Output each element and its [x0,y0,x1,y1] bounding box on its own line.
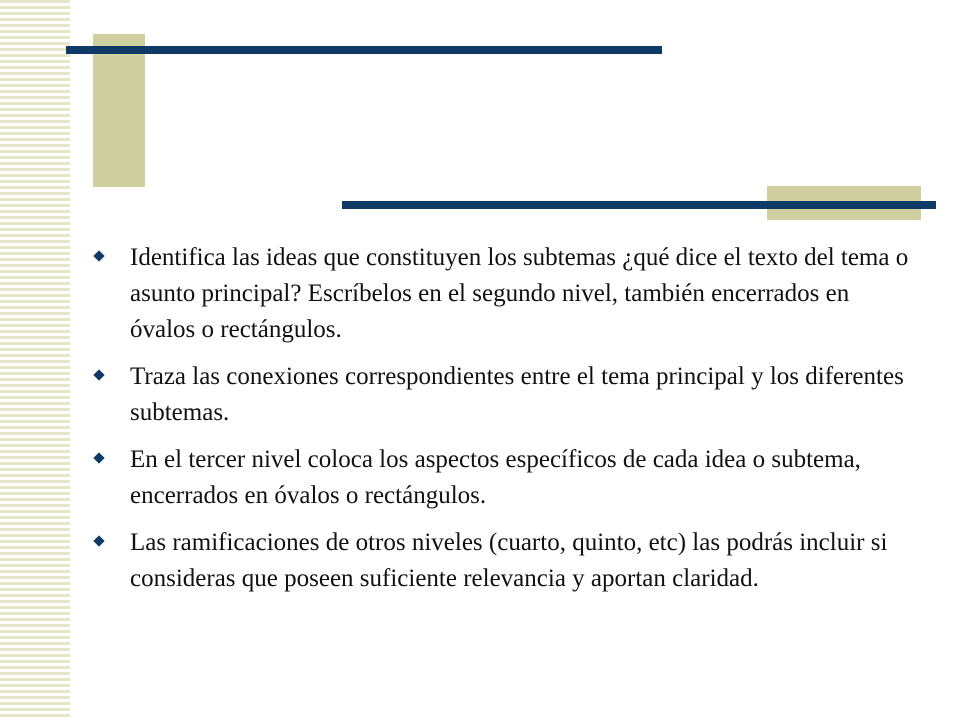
bullet-text: Las ramificaciones de otros niveles (cuarto, quinto, etc) las podrás incluir si consideras que poseen suficiente relevancia y aportan claridad. [130,529,888,592]
bullet-item [92,240,912,348]
bullet-item [92,525,912,597]
bullet-item [92,359,912,431]
navy-bottom-bar [342,201,936,209]
diamond-bullet-icon [93,250,104,261]
bullet-item [92,442,912,514]
left-stripe-decoration [0,0,70,720]
diamond-bullet-icon [93,535,104,546]
bullet-text: En el tercer nivel coloca los aspectos específicos de cada idea o subtema, encerrados en óvalos o rectángulos. [130,446,861,509]
navy-top-bar [66,46,662,54]
khaki-vertical-block [93,34,145,187]
bullet-text: Identifica las ideas que constituyen los subtemas ¿qué dice el texto del tema o asunto principal? Escríbelos en el segundo nivel, también encerrados en óvalos o rectángulos. [130,244,909,343]
bullet-text: Traza las conexiones correspondientes entre el tema principal y los diferentes subtemas. [130,363,904,426]
diamond-bullet-icon [93,452,104,463]
diamond-bullet-icon [93,369,104,380]
bullet-list [92,240,912,608]
